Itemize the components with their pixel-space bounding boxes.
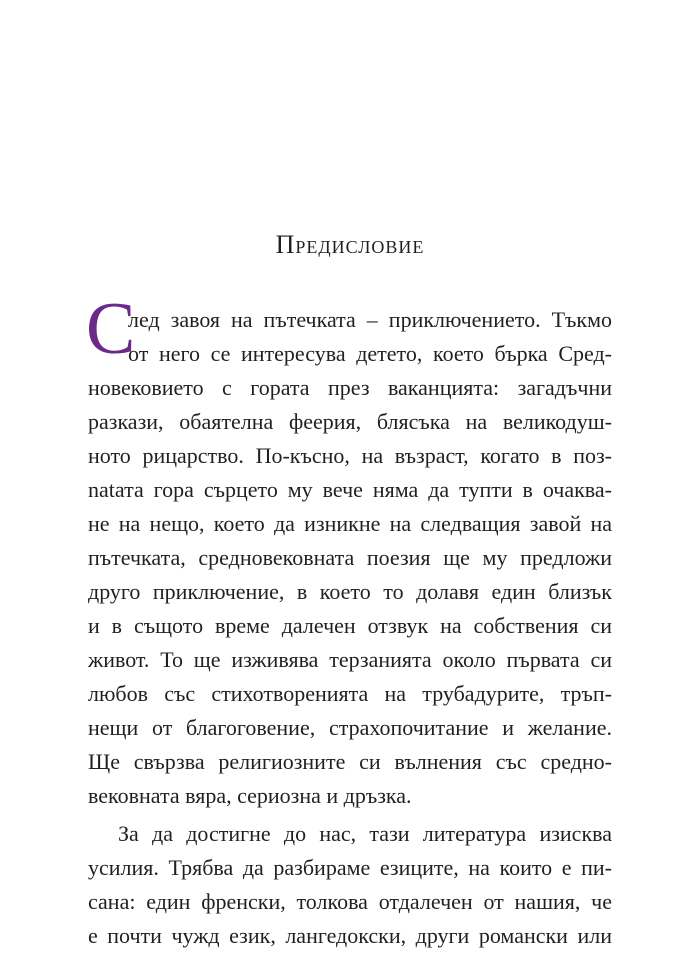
text-line: ното рицарство. По-късно, на възраст, когато в поз-	[88, 443, 612, 468]
text-line: не на нещо, което да изникне на следващия завой на	[88, 511, 612, 536]
text-line: вековната вяра, сериозна и дръзка.	[88, 783, 412, 808]
text-line: нещи от благоговение, страхопочитание и желание.	[88, 715, 612, 740]
text-line: е почти чужд език, лангедокски, други романски или	[88, 923, 612, 948]
text-line: Ще свързва религиозните си вълнения със средно-	[88, 749, 612, 774]
text-line: natата гора сърцето му вече няма да тупти в очаква-	[88, 477, 612, 502]
text-line: друго приключение, в което то долавя един близък	[88, 579, 612, 604]
text-line: сана: един френски, толкова отдалечен от нашия, че	[88, 889, 612, 914]
chapter-title: Предисловие	[275, 230, 425, 259]
text-line: любов със стихотворенията на трубадурите, тръп-	[88, 681, 612, 706]
drop-cap: С	[86, 288, 136, 370]
text-line: разкази, обаятелна феерия, блясъка на великодуш-	[88, 409, 612, 434]
text-line: лед завоя на пътечката – приключението. Тъкмо	[128, 307, 612, 332]
text-line: живот. То ще изживява терзанията около първата си	[88, 647, 612, 672]
text-line: пътечката, средновековната поезия ще му предложи	[88, 545, 612, 570]
text-line: от него се интересува детето, което бърка Сред-	[128, 341, 612, 366]
text-line: новековието с гората през ваканцията: загадъчни	[88, 375, 612, 400]
text-line: усилия. Трябва да разбираме езиците, на които е пи-	[88, 855, 612, 880]
text-line: и в същото време далечен отзвук на собствения си	[88, 613, 612, 638]
text-line: За да достигне до нас, тази литература изисква	[118, 821, 612, 846]
